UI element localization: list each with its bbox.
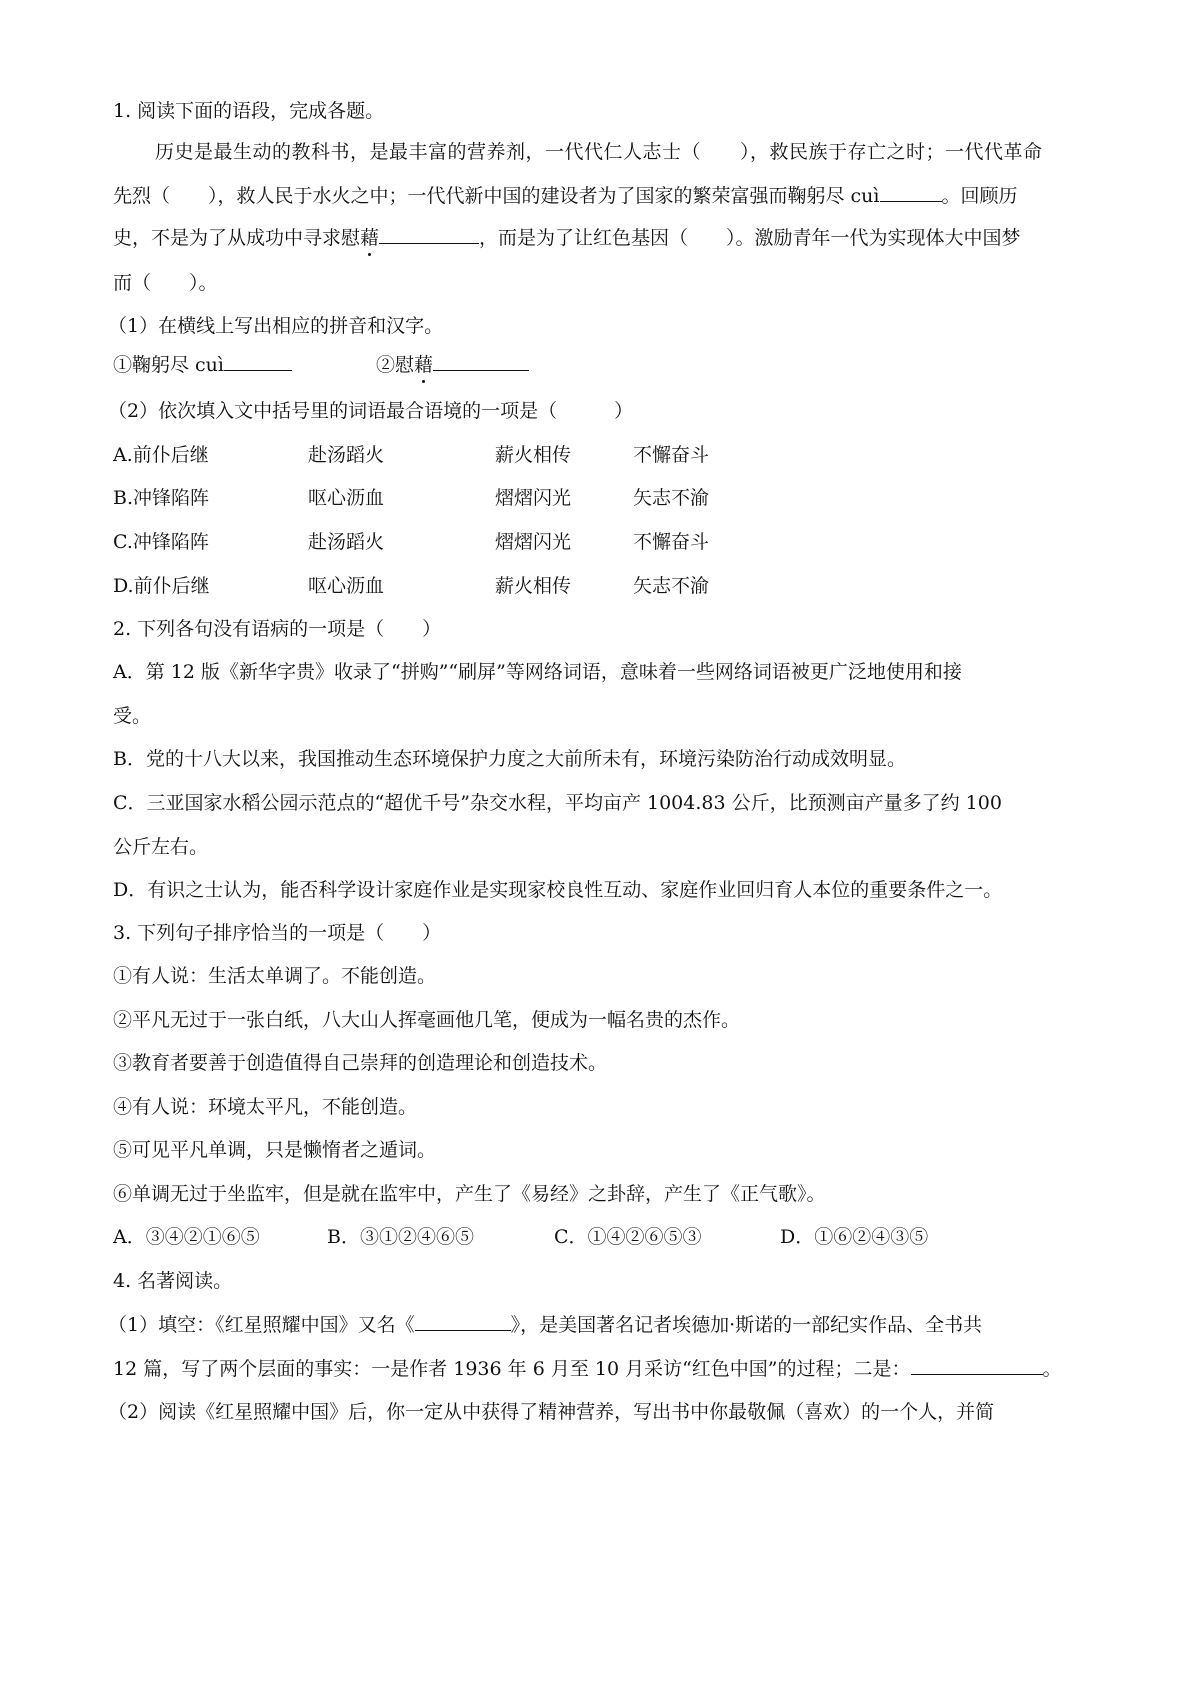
option-word: 呕心沥血 xyxy=(308,487,385,509)
question-3-option-a[interactable]: A．③④②①⑥⑤ xyxy=(113,1226,260,1248)
question-1-title: 1. 阅读下面的语段，完成各题。 xyxy=(113,100,385,122)
option-word: 熠熠闪光 xyxy=(495,531,572,553)
answer-blank[interactable] xyxy=(880,183,942,202)
question-3-option-b[interactable]: B．③①②④⑥⑤ xyxy=(327,1226,474,1248)
sentence-2: ②平凡无过于一张白纸，八大山人挥毫画他几笔，便成为一幅名贵的杰作。 xyxy=(113,1009,741,1031)
dotted-character: 藉 xyxy=(360,227,380,249)
option-word: 赴汤蹈火 xyxy=(308,531,385,553)
option-label: B.冲锋陷阵 xyxy=(113,487,210,509)
option-label: A.前仆后继 xyxy=(113,444,209,466)
dotted-character: 藉 xyxy=(414,354,434,376)
question-3-option-c[interactable]: C．①④②⑥⑤③ xyxy=(554,1226,702,1248)
question-2-option-c-line-2: 公斤左右。 xyxy=(113,836,209,858)
option-word: 不懈奋斗 xyxy=(633,531,710,553)
item-1-text: ①鞠躬尽 cuì xyxy=(113,354,224,376)
option-word: 呕心沥血 xyxy=(308,575,385,597)
item-2-text: ②慰 xyxy=(376,354,415,376)
question-2-option-a-line-2: 受。 xyxy=(113,705,152,727)
option-word: 薪火相传 xyxy=(495,575,572,597)
question-3-option-d[interactable]: D．①⑥②④③⑤ xyxy=(780,1226,929,1248)
passage-line-2-end: 。回顾历 xyxy=(941,185,1018,207)
option-word: 矢志不渝 xyxy=(633,487,710,509)
sentence-1: ①有人说：生活太单调了。不能创造。 xyxy=(113,965,437,987)
answer-blank[interactable] xyxy=(415,1312,511,1331)
passage-line-2-text: 先烈（ ），救人民于水火之中；一代代新中国的建设者为了国家的繁荣富强而鞠躬尽 cuì xyxy=(113,185,880,207)
passage-line-3 xyxy=(113,225,1021,250)
sentence-3: ③教育者要善于创造值得自己崇拜的创造理论和创造技术。 xyxy=(113,1052,608,1074)
option-word: 赴汤蹈火 xyxy=(308,444,385,466)
passage-line-4: 而（ ）。 xyxy=(113,272,218,294)
answer-blank[interactable] xyxy=(224,352,292,371)
part-1-line-2-text: 12 篇，写了两个层面的事实：一是作者 1936 年 6 月至 10 月采访“红色中国”的过程；二是： xyxy=(113,1358,911,1380)
option-word: 矢志不渝 xyxy=(633,575,710,597)
answer-blank[interactable] xyxy=(379,225,479,244)
question-2-option-d[interactable]: D．有识之士认为，能否科学设计家庭作业是实现家校良性互动、家庭作业回归育人本位的重要条件之一。 xyxy=(113,879,1003,901)
passage-line-1: 历史是最生动的教科书，是最丰富的营养剂，一代代仁人志士（ ），救民族于存亡之时；一代代革命 xyxy=(155,141,1043,163)
question-2-option-b[interactable]: B．党的十八大以来，我国推动生态环境保护力度之大前所未有，环境污染防治行动成效明显。 xyxy=(113,748,906,770)
passage-line-2 xyxy=(113,183,1018,208)
sentence-6: ⑥单调无过于坐监牢，但是就在监牢中，产生了《易经》之卦辞，产生了《正气歌》。 xyxy=(113,1183,826,1205)
part-1-text: （1）填空：《红星照耀中国》又名《 xyxy=(108,1314,415,1336)
option-word: 薪火相传 xyxy=(495,444,572,466)
answer-blank[interactable] xyxy=(433,352,529,371)
sub-question-2-title: （2）依次填入文中括号里的词语最合语境的一项是（ ） xyxy=(108,400,634,422)
part-1-line-2-end: 。 xyxy=(1042,1358,1062,1380)
question-4-part-1-line-1 xyxy=(108,1312,982,1337)
question-4-part-1-line-2 xyxy=(113,1356,1062,1381)
question-3-title: 3. 下列句子排序恰当的一项是（ ） xyxy=(113,922,442,944)
part-1-text-end: 》，是美国著名记者埃德加·斯诺的一部纪实作品、全书共 xyxy=(510,1314,983,1336)
sentence-4: ④有人说：环境太平凡，不能创造。 xyxy=(113,1096,418,1118)
sub-question-1-title: （1）在横线上写出相应的拼音和汉字。 xyxy=(108,315,444,337)
sub-question-1-item-1 xyxy=(113,352,292,377)
sentence-5: ⑤可见平凡单调，只是懒惰者之遁词。 xyxy=(113,1139,437,1161)
question-2-title: 2. 下列各句没有语病的一项是（ ） xyxy=(113,618,442,640)
question-4-part-2: （2）阅读《红星照耀中国》后，你一定从中获得了精神营养，写出书中你最敬佩（喜欢）的一个人，并简 xyxy=(108,1401,995,1423)
passage-line-3-end: ，而是为了让红色基因（ ）。激励青年一代为实现体大中国梦 xyxy=(479,227,1021,249)
option-word: 熠熠闪光 xyxy=(495,487,572,509)
option-label: C.冲锋陷阵 xyxy=(113,531,209,553)
option-label: D.前仆后继 xyxy=(113,575,210,597)
sub-question-1-item-2 xyxy=(376,352,529,377)
option-word: 不懈奋斗 xyxy=(633,444,710,466)
passage-line-3-text: 史，不是为了从成功中寻求慰 xyxy=(113,227,361,249)
question-2-option-c-line-1[interactable]: C．三亚国家水稻公园示范点的“超优千号”杂交水程，平均亩产 1004.83 公斤，比预测亩产量多了约 100 xyxy=(113,792,1002,814)
answer-blank[interactable] xyxy=(911,1356,1043,1375)
question-4-title: 4. 名著阅读。 xyxy=(113,1270,233,1292)
question-2-option-a-line-1[interactable]: A．第 12 版《新华字贵》收录了“拼购”“刷屏”等网络词语，意味着一些网络词语被更广泛地使用和接 xyxy=(113,661,962,683)
